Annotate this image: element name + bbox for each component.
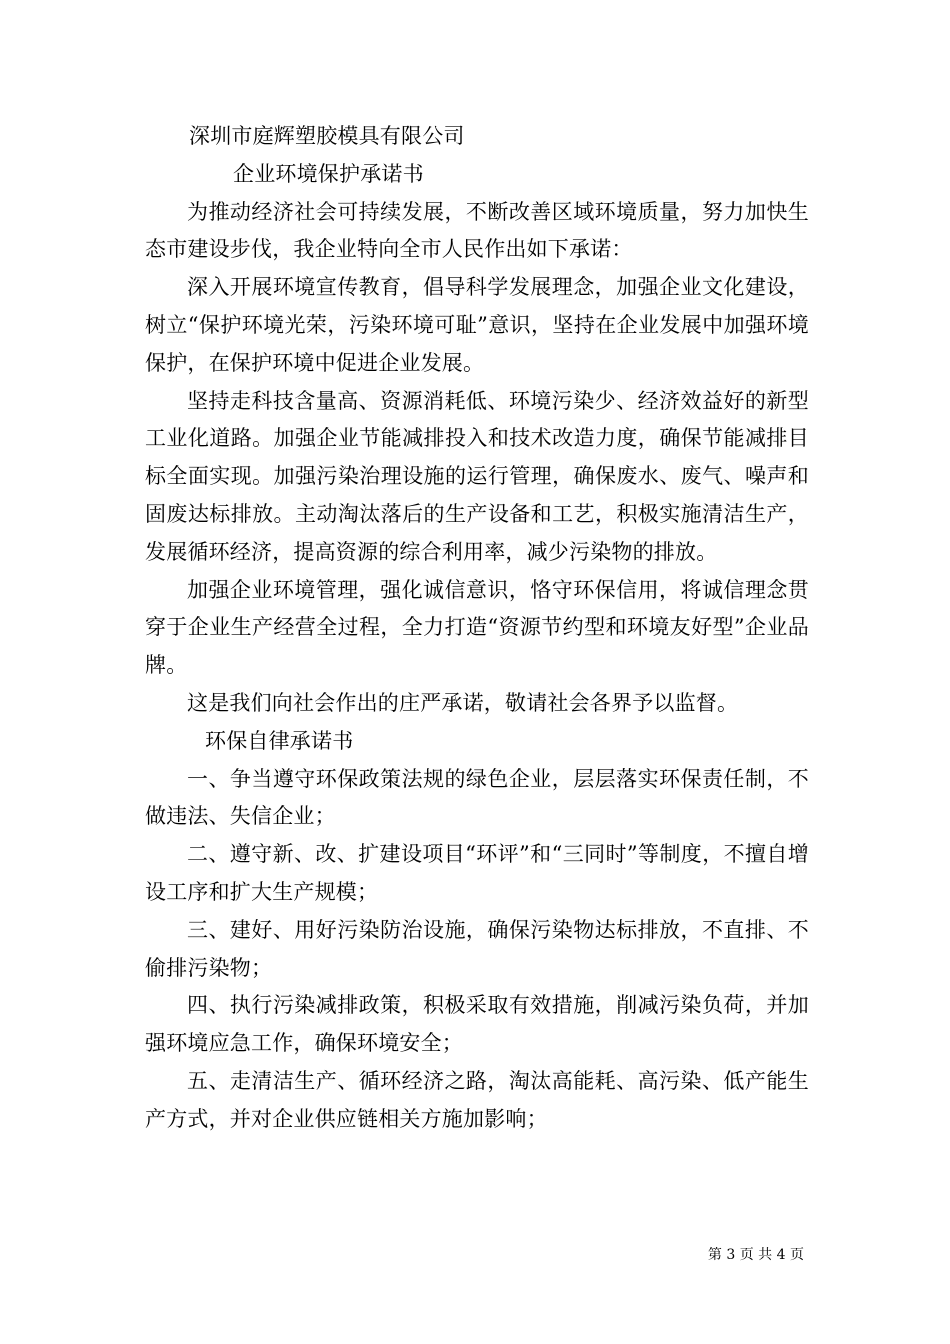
list-item: 五、走清洁生产、循环经济之路，淘汰高能耗、高污染、低产能生产方式，并对企业供应链相关方施加影响； [145,1068,809,1131]
intro-paragraph: 为推动经济社会可持续发展，不断改善区域环境质量，努力加快生态市建设步伐，我企业特向全市人民作出如下承诺： [145,199,809,262]
page-footer [708,1246,804,1264]
paragraph: 这是我们向社会作出的庄严承诺，敬请社会各界予以监督。 [187,690,739,715]
document-body [145,118,809,1139]
paragraph: 坚持走科技含量高、资源消耗低、环境污染少、经济效益好的新型工业化道路。加强企业节能减排投入和技术改造力度，确保节能减排目标全面实现。加强污染治理设施的运行管理，确保废水、废气、噪声和固废达标排放。主动淘汰落后的生产设备和工艺，积极实施清洁生产，发展循环经济，提高资源的综合利用率，减少污染物的排放。 [145,388,809,564]
paragraph: 深入开展环境宣传教育，倡导科学发展理念，加强企业文化建设，树立“保护环境光荣，污染环境可耻”意识，坚持在企业发展中加强环境保护，在保护环境中促进企业发展。 [145,275,809,375]
document-title: 企业环境保护承诺书 [233,161,424,186]
list-item: 二、遵守新、改、扩建设项目“环评”和“三同时”等制度，不擅自增设工序和扩大生产规模； [145,842,809,904]
section-subtitle: 环保自律承诺书 [205,728,354,753]
paragraph: 加强企业环境管理，强化诚信意识，恪守环保信用，将诚信理念贯穿于企业生产经营全过程，全力打造“资源节约型和环境友好型”企业品牌。 [145,577,809,678]
page-number-label: 第 3 页 共 4 页 [707,1247,804,1263]
list-item: 四、执行污染减排政策，积极采取有效措施，削减污染负荷，并加强环境应急工作，确保环境安全； [145,993,809,1056]
company-name: 深圳市庭辉塑胶模具有限公司 [189,124,465,148]
list-item: 三、建好、用好污染防治设施，确保污染物达标排放，不直排、不偷排污染物； [145,917,809,980]
list-item: 一、争当遵守环保政策法规的绿色企业，层层落实环保责任制，不做违法、失信企业； [145,766,809,829]
